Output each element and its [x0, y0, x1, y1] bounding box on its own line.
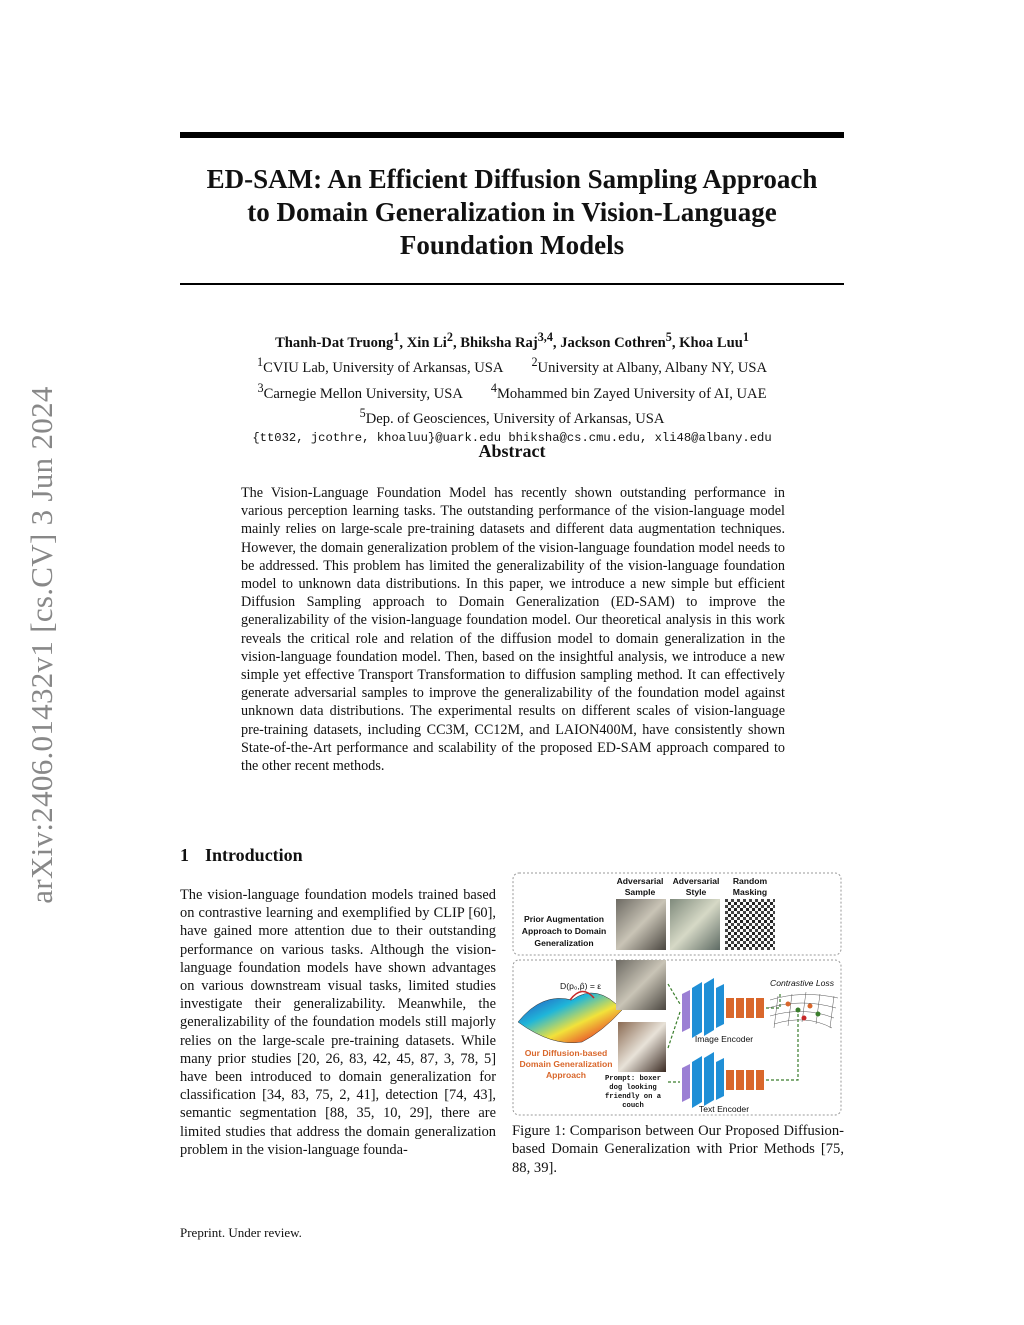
section-title: Introduction	[205, 845, 303, 865]
author-name: Xin Li	[406, 334, 447, 351]
title-line-1: ED-SAM: An Efficient Diffusion Sampling Approach	[206, 164, 818, 194]
aff-sup: 4	[490, 380, 497, 395]
title-line-2: to Domain Generalization in Vision-Language	[247, 197, 777, 227]
affiliation: Mohammed bin Zayed University of AI, UAE	[496, 385, 767, 402]
adversarial-sample-image	[616, 899, 666, 950]
ours-label-line3: Approach	[545, 1070, 587, 1080]
distance-formula: D(p₀,p̂) = ε	[560, 981, 602, 991]
prior-label-line1: Prior Augmentation	[524, 914, 604, 924]
arxiv-sidebar	[22, 360, 62, 930]
author-name: Bhiksha Raj	[460, 334, 538, 351]
affiliation: Carnegie Mellon University, USA	[263, 385, 463, 402]
author-emails: {tt032, jcothre, khoaluu}@uark.edu bhiksha@cs.cmu.edu, xli48@albany.edu	[252, 431, 772, 446]
col3-line2: Masking	[732, 887, 768, 897]
text-encoder-blocks	[682, 1052, 764, 1108]
contrastive-loss-label: Contrastive Loss	[769, 978, 835, 988]
figure-1-caption: Figure 1: Comparison between Our Proposed Diffusion-based Domain Generalization with Prior Methods [75, 88, 39].	[512, 1123, 844, 1176]
affiliation: CVIU Lab, University of Arkansas, USA	[263, 360, 504, 377]
author-sup: 1	[742, 330, 749, 344]
image-encoder-blocks	[682, 978, 764, 1038]
col1-line1: Adversarial	[616, 876, 664, 886]
author-name: Khoa Luu	[679, 334, 743, 351]
adversarial-style-image	[670, 899, 720, 950]
title-top-rule	[180, 132, 844, 138]
prompt-line4: couch	[622, 1102, 644, 1110]
title-bottom-rule	[180, 283, 844, 285]
author-names: Thanh-Dat Truong$^1$, Xin Li$^2$, Bhiksha Raj$^{3,4}$, Jackson Cothren$^5$, Khoa Luu$^1$	[275, 330, 749, 351]
prompt-line2: dog looking	[609, 1084, 657, 1092]
abstract-text: The Vision-Language Foundation Model has recently shown outstanding performance in various perception learning tasks. The outstanding performance of the vision-language model mainly relies on large-scale pre-training datasets and different data augmentation techniques. However, the domain generalization problem of the vision-language foundation model needs to be addressed. This problem has limited the generalizability of the vision-language foundation model to unknown data distributions. In this paper, we introduce a new simple but efficient Diffusion Sampling approach to Domain Generalization (ED-SAM) to improve the generalizability of the vision-language foundation model. Our theoretical analysis in this work reveals the critical role and relation of the diffusion model to domain generalization in the vision-language foundation model. Then, based on the insightful analysis, we introduce a new simple yet effective Transport Transformation to diffusion sampling method. It can effectively generate adversarial samples to improve the generalizability of the foundation model against unknown data distributions. The experimental results on different scales of vision-language pre-training datasets, including CC3M, CC12M, and LAION400M, have consistently shown State-of-the-Art performance and scalability of the proposed ED-SAM approach compared to the other recent methods.	[241, 485, 785, 775]
author-name: Thanh-Dat Truong	[275, 334, 394, 351]
paper-title	[180, 163, 844, 262]
prompt-line1: Prompt: boxer	[604, 1075, 662, 1083]
author-name: Jackson Cothren	[560, 334, 666, 351]
generated-sample-image	[616, 960, 666, 1010]
affiliation-row-2	[180, 379, 844, 404]
figure-1	[512, 872, 842, 1116]
aff-sup: 3	[257, 380, 264, 395]
aff-sup: 2	[531, 355, 538, 370]
affiliation-row-1	[180, 353, 844, 378]
author-sup: 3,4	[537, 330, 553, 344]
text-encoder-label: Text Encoder	[698, 1104, 750, 1114]
author-sup: 1	[393, 330, 400, 344]
contrastive-loss-grid	[768, 992, 838, 1028]
introduction-text: The vision-language foundation models trained based on contrastive learning and exemplified by CLIP [60], have gained more attention due to their outstanding performance on various tasks. Although the vision-language foundation models have shown advantages on various downstream visual tasks, limited studies investigate their generalizability. Meanwhile, the generalizability of the foundation models still majorly relies on the large-scale pre-training datasets. While many prior studies [20, 26, 83, 42, 45, 87, 3, 78, 5] have been introduced to domain generalization for classification [34, 83, 75, 2, 41], detection [74, 43], semantic segmentation [88, 35, 10, 29], there are limited studies that address the domain generalization problem in the vision-language founda-	[180, 887, 496, 1158]
affiliation: Dep. of Geosciences, University of Arkansas, USA	[365, 410, 665, 427]
aff-sup: 5	[359, 406, 366, 421]
col2-line2: Style	[685, 887, 707, 897]
author-sup: 2	[446, 330, 453, 344]
author-sup: 5	[665, 330, 672, 344]
arxiv-identifier: arXiv:2406.01432v1 [cs.CV] 3 Jun 2024	[24, 386, 59, 904]
affiliation: University at Albany, Albany NY, USA	[537, 360, 767, 377]
prompt-line3: friendly on a	[604, 1093, 662, 1101]
diffusion-surface-plot	[518, 993, 622, 1043]
aff-sup: 1	[257, 355, 264, 370]
figure-1-diagram	[512, 872, 842, 1116]
ours-label-line1: Our Diffusion-based	[524, 1048, 608, 1058]
abstract-heading: Abstract	[478, 441, 546, 461]
image-encoder-label: Image Encoder	[694, 1034, 754, 1044]
col1-line2: Sample	[624, 887, 656, 897]
prior-label-line2: Approach to Domain	[521, 926, 607, 936]
prior-label-line3: Generalization	[534, 938, 594, 948]
original-boxer-image	[618, 1022, 666, 1072]
section-number: 1	[180, 845, 189, 865]
title-line-3: Foundation Models	[399, 230, 625, 260]
col3-line1: Random	[732, 876, 768, 886]
col2-line1: Adversarial	[672, 876, 720, 886]
ours-label-line2: Domain Generalization	[519, 1059, 613, 1069]
footer-note: Preprint. Under review.	[180, 1225, 302, 1240]
author-block	[180, 328, 844, 449]
random-masking-image	[725, 899, 775, 950]
section-heading-introduction	[180, 845, 303, 866]
affiliation-row-3	[180, 404, 844, 429]
